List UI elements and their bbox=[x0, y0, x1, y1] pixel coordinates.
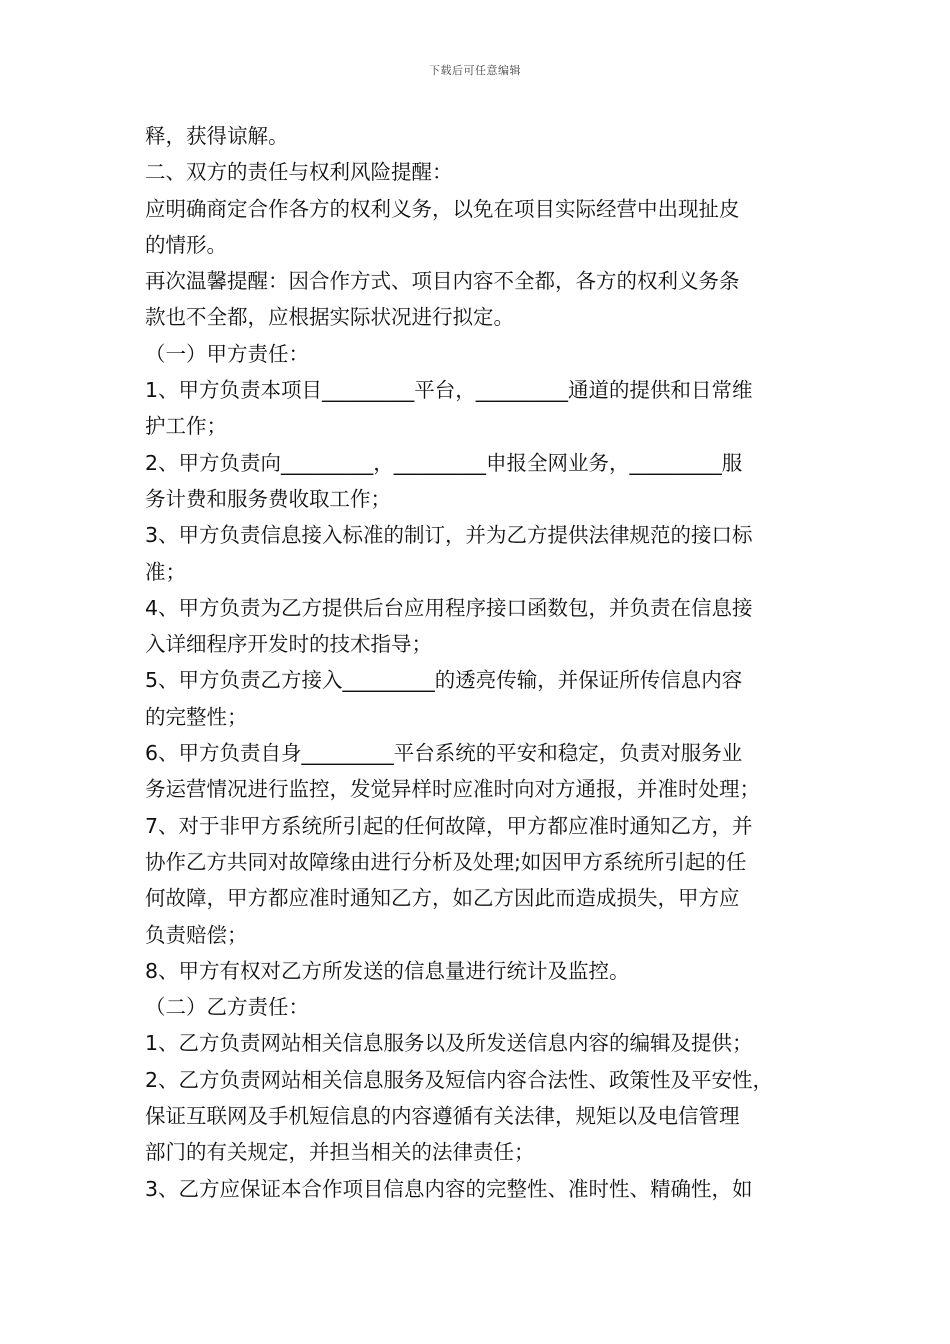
clause-line: 准； bbox=[145, 559, 186, 584]
clause-line: 3、乙方应保证本合作项目信息内容的完整性、准时性、精确性，如 bbox=[145, 1176, 753, 1201]
clause-line: 务计费和服务费收取工作； bbox=[145, 486, 391, 511]
body-line: 再次温馨提醒：因合作方式、项目内容不全都，各方的权利义务条 bbox=[145, 269, 740, 294]
body-line: 应明确商定合作各方的权利义务，以免在项目实际经营中出现扯皮 bbox=[145, 196, 740, 221]
clause-line: 8、甲方有权对乙方所发送的信息量进行统计及监控。 bbox=[145, 958, 630, 983]
clause-line: 1、甲方负责本项目_________平台，_________通道的提供和日常维 bbox=[145, 378, 753, 403]
clause-line: 7、对于非甲方系统所引起的任何故障，甲方都应准时通知乙方，并 bbox=[145, 813, 753, 838]
clause-line: 部门的有关规定，并担当相关的法律责任； bbox=[145, 1140, 535, 1165]
body-line: 款也不全都，应根据实际状况进行拟定。 bbox=[145, 305, 514, 330]
clause-line: 负责赔偿； bbox=[145, 922, 248, 947]
subsection-heading: （一）甲方责任： bbox=[145, 341, 309, 366]
clause-line: 2、乙方负责网站相关信息服务及短信内容合法性、政策性及平安性， bbox=[145, 1067, 774, 1092]
clause-line: 护工作； bbox=[145, 414, 227, 439]
clause-line: 保证互联网及手机短信息的内容遵循有关法律，规矩以及电信管理 bbox=[145, 1104, 740, 1129]
subsection-heading: （二）乙方责任： bbox=[145, 995, 309, 1020]
clause-line: 6、甲方负责自身_________平台系统的平安和稳定，负责对服务业 bbox=[145, 741, 743, 766]
clause-line: 3、甲方负责信息接入标准的制订，并为乙方提供法律规范的接口标 bbox=[145, 523, 753, 548]
clause-line: 何故障，甲方都应准时通知乙方，如乙方因此而造成损失，甲方应 bbox=[145, 886, 740, 911]
clause-line: 入详细程序开发时的技术指导； bbox=[145, 632, 432, 657]
body-line: 的情形。 bbox=[145, 232, 227, 257]
clause-line: 5、甲方负责乙方接入_________的透亮传输，并保证所传信息内容 bbox=[145, 668, 743, 693]
clause-line: 务运营情况进行监控，发觉异样时应准时向对方通报，并准时处理； bbox=[145, 777, 760, 802]
clause-line: 4、甲方负责为乙方提供后台应用程序接口函数包，并负责在信息接 bbox=[145, 595, 753, 620]
clause-line: 2、甲方负责向_________，_________申报全网业务，_________服 bbox=[145, 450, 743, 475]
clause-line: 的完整性； bbox=[145, 704, 248, 729]
clause-line: 协作乙方共同对故障缘由进行分析及处理;如因甲方系统所引起的任 bbox=[145, 849, 747, 874]
page-header: 下载后可任意编辑 bbox=[429, 64, 521, 77]
document-body bbox=[145, 118, 815, 1207]
clause-line: 1、乙方负责网站相关信息服务以及所发送信息内容的编辑及提供； bbox=[145, 1031, 753, 1056]
body-line: 释，获得谅解。 bbox=[145, 124, 289, 148]
section-heading: 二、双方的责任与权利风险提醒： bbox=[145, 160, 453, 185]
